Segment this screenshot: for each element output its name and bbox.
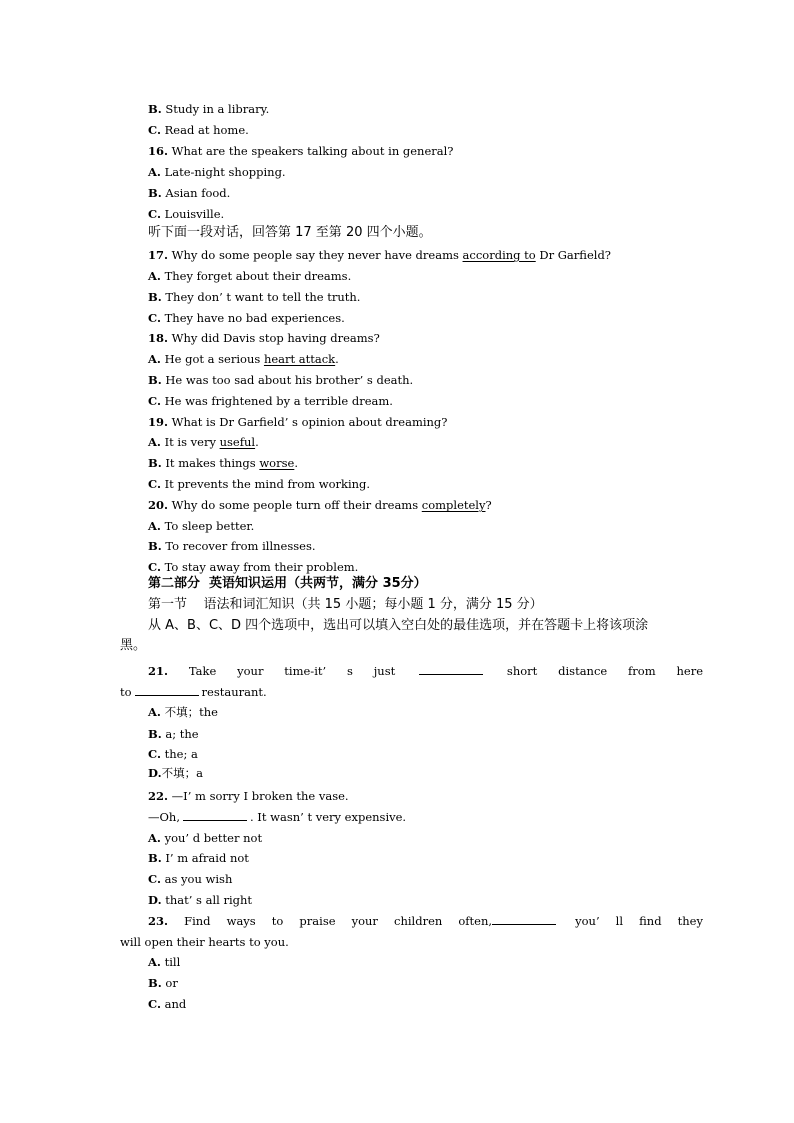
option-letter: D. — [148, 893, 162, 907]
option-line — [148, 206, 224, 222]
option-text: To sleep better. — [164, 519, 255, 533]
question-number: 20. — [148, 498, 169, 512]
option-text: that’ s all right — [165, 893, 253, 907]
option-line — [148, 289, 360, 305]
option-text: a; the — [165, 727, 199, 741]
option-letter: B. — [148, 539, 162, 553]
question-text-end: ? — [485, 498, 492, 512]
question-word: short — [506, 664, 538, 678]
answer-blank — [135, 684, 199, 696]
option-text: and — [164, 997, 187, 1011]
option-letter: A. — [148, 831, 161, 845]
option-letter: C. — [148, 123, 161, 137]
question-word: here — [676, 664, 703, 678]
option-letter: A. — [148, 955, 161, 969]
option-line — [148, 975, 178, 991]
question-22-response — [148, 809, 406, 825]
option-line — [148, 871, 232, 887]
underlined-word: worse — [259, 456, 295, 470]
option-line — [148, 393, 393, 409]
underlined-word: useful — [219, 435, 256, 449]
question-word: your — [351, 914, 378, 928]
question-word: praise — [299, 914, 336, 928]
option-text: Asian food. — [165, 186, 231, 200]
question-19 — [148, 414, 447, 430]
question-text: —I’ m sorry I broken the vase. — [171, 789, 349, 803]
option-letter: A. — [148, 352, 161, 366]
option-line — [148, 996, 186, 1012]
option-text: It prevents the mind from working. — [164, 477, 371, 491]
option-line — [148, 455, 298, 471]
option-letter: B. — [148, 186, 162, 200]
option-text-end: . — [335, 352, 339, 366]
directions-line-1: 从 A、B、C、D 四个选项中，选出可以填入空白处的最佳选项，并在答题卡上将该项涂 — [148, 618, 649, 633]
option-line — [148, 372, 413, 388]
option-letter: A. — [148, 435, 161, 449]
question-text-end: Dr Garfield? — [535, 248, 611, 262]
option-letter: C. — [148, 872, 161, 886]
part-two-heading: 第二部分 英语知识运用（共两节，满分 35分） — [148, 576, 427, 591]
question-text-end: . It wasn’ t very expensive. — [250, 810, 407, 824]
option-text: They don’ t want to tell the truth. — [165, 290, 361, 304]
question-word: from — [628, 664, 656, 678]
answer-blank — [183, 809, 247, 821]
question-word: distance — [558, 664, 608, 678]
option-line — [148, 746, 198, 762]
underlined-phrase: according to — [462, 248, 536, 262]
question-word: just — [373, 664, 396, 678]
option-line — [148, 765, 203, 781]
question-word: Take — [188, 664, 217, 678]
question-21-cont — [120, 684, 267, 700]
option-text: Read at home. — [164, 123, 249, 137]
option-line — [148, 850, 249, 866]
option-letter: B. — [148, 290, 162, 304]
option-text: as you wish — [164, 872, 233, 886]
option-line — [148, 164, 286, 180]
option-text: or — [165, 976, 178, 990]
option-line — [148, 518, 254, 534]
option-letter: A. — [148, 519, 161, 533]
option-text: the; a — [164, 747, 198, 761]
answer-blank — [419, 663, 483, 675]
option-line — [148, 185, 230, 201]
option-text: He got a serious — [164, 352, 264, 366]
question-text: Why do some people say they never have dreams — [171, 248, 463, 262]
option-letter: B. — [148, 727, 162, 741]
option-text: I’ m afraid not — [165, 851, 249, 865]
question-word: time-it’ s — [284, 664, 353, 678]
question-word: to — [271, 914, 284, 928]
option-line — [148, 268, 351, 284]
question-23-cont: will open their hearts to you. — [120, 935, 289, 949]
question-number: 22. — [148, 789, 169, 803]
option-line — [148, 538, 316, 554]
option-line — [148, 122, 249, 138]
option-line — [148, 892, 252, 908]
question-number: 18. — [148, 331, 169, 345]
option-text: They forget about their dreams. — [164, 269, 352, 283]
question-text: What is Dr Garfield’ s opinion about dreaming? — [171, 415, 448, 429]
option-text: They have no bad experiences. — [164, 311, 345, 325]
question-word: you’ ll — [575, 914, 624, 928]
question-text: Why do some people turn off their dreams — [171, 498, 422, 512]
option-text-end: . — [255, 435, 259, 449]
option-line — [148, 704, 218, 720]
option-line — [148, 476, 370, 492]
question-18 — [148, 330, 380, 346]
section-one-heading: 第一节 语法和词汇知识（共 15 小题；每小题 1 分，满分 15 分） — [148, 597, 543, 612]
option-letter: B. — [148, 976, 162, 990]
question-word: Find — [184, 914, 211, 928]
option-line — [148, 434, 259, 450]
question-17 — [148, 247, 611, 263]
question-word: children — [394, 914, 443, 928]
option-letter: C. — [148, 394, 161, 408]
question-word: find — [639, 914, 662, 928]
option-letter: C. — [148, 560, 161, 574]
question-word: your — [237, 664, 264, 678]
option-letter: C. — [148, 477, 161, 491]
option-letter: A. — [148, 165, 161, 179]
listening-instruction: 听下面一段对话，回答第 17 至第 20 四个小题。 — [148, 225, 432, 240]
option-text: He was frightened by a terrible dream. — [164, 394, 393, 408]
underlined-phrase: heart attack — [263, 352, 336, 366]
question-number: 19. — [148, 415, 169, 429]
question-word: to — [120, 685, 132, 699]
option-letter: A. — [148, 269, 161, 283]
option-letter: C. — [148, 311, 161, 325]
option-line — [148, 559, 358, 575]
option-letter: C. — [148, 207, 161, 221]
option-letter: C. — [148, 997, 161, 1011]
question-text: —Oh, — [148, 810, 180, 824]
option-text: It is very — [164, 435, 220, 449]
option-line — [148, 101, 269, 117]
option-line — [148, 351, 339, 367]
option-letter: B. — [148, 851, 162, 865]
option-text: till — [164, 955, 181, 969]
option-line — [148, 310, 345, 326]
option-letter: B. — [148, 102, 162, 116]
option-line — [148, 726, 199, 742]
option-text: To stay away from their problem. — [164, 560, 359, 574]
question-23 — [120, 913, 703, 929]
option-letter: D. — [148, 766, 162, 780]
question-number: 23. — [148, 914, 169, 928]
question-word: ways — [226, 914, 256, 928]
option-text: Study in a library. — [165, 102, 270, 116]
option-letter: C. — [148, 747, 161, 761]
option-text: To recover from illnesses. — [165, 539, 316, 553]
option-letter: B. — [148, 456, 162, 470]
option-text: It makes things — [165, 456, 260, 470]
option-text: Late-night shopping. — [164, 165, 286, 179]
question-20 — [148, 497, 492, 513]
question-word: they — [677, 914, 703, 928]
question-number: 17. — [148, 248, 169, 262]
option-letter: A. — [148, 705, 161, 719]
option-letter: B. — [148, 373, 162, 387]
question-text: Why did Davis stop having dreams? — [171, 331, 380, 345]
underlined-word: completely — [421, 498, 486, 512]
option-text: He was too sad about his brother’ s death. — [165, 373, 414, 387]
question-word: often, — [458, 914, 493, 928]
question-21 — [120, 663, 703, 679]
option-text: you’ d better not — [164, 831, 263, 845]
answer-blank — [492, 913, 556, 925]
question-22 — [148, 788, 349, 804]
option-text-end: . — [294, 456, 298, 470]
question-16 — [148, 143, 453, 159]
question-text: What are the speakers talking about in general? — [171, 144, 454, 158]
question-number: 21. — [148, 664, 169, 678]
option-text: Louisville. — [164, 207, 225, 221]
option-line — [148, 830, 262, 846]
option-text: 不填；the — [164, 705, 218, 719]
question-word: restaurant. — [201, 685, 267, 699]
word-with-blank — [458, 914, 559, 928]
option-line — [148, 954, 180, 970]
option-text: 不填；a — [161, 766, 203, 780]
question-number: 16. — [148, 144, 169, 158]
directions-line-2: 黑。 — [120, 638, 147, 653]
